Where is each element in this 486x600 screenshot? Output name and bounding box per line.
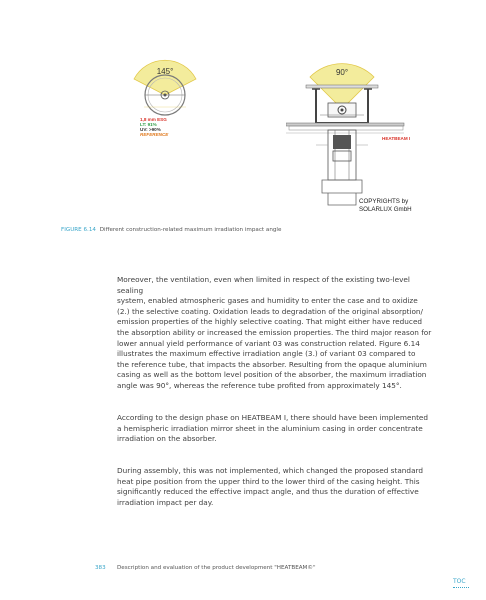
text-line: (2.) the selective coating. Oxidation leads to degradation of the original absorption/: [117, 306, 424, 316]
text-line: a hemispheric irradiation mirror sheet in the aluminium casing in order concentrate: [117, 423, 423, 433]
text-line: According to the design phase on HEATBEAM I, there should have been implemented: [117, 413, 429, 422]
heat-pipe-core: [164, 94, 167, 97]
heatbeam-cross-section-figure: [286, 45, 462, 217]
text-line: system, enabled atmospheric gases and humidity to enter the case and to oxidize: [117, 296, 418, 306]
text-line: the absorption ability or increased the emission properties. The third major reason for: [117, 327, 432, 337]
figure-number: FIGURE 6.14: [61, 227, 96, 233]
text-line: emission properties of the highly selective coating. That might either have reduced: [117, 317, 423, 327]
reference-label: REFERENCE: [140, 132, 169, 137]
paragraph-1: [117, 275, 437, 392]
copyright-line-1: COPYRIGHTS by: [359, 198, 409, 205]
irradiation-angle-wedge: [134, 60, 196, 95]
text-line: Moreover, the ventilation, even when limited in respect of the existing two-level sealing: [117, 275, 410, 295]
text-line: casing as well as the bottom level position of the absorber, the maximum irradiation: [117, 370, 427, 380]
text-line: the reference tube, that impacts the absorber. Resulting from the opaque aluminium: [117, 359, 427, 369]
text-line: illustrates the maximum effective irradiation angle (3.) of variant 03 compared to: [117, 349, 416, 359]
lt-spec-label: LT: 91%: [140, 122, 157, 127]
heatbeam-angle-label: 90°: [335, 68, 349, 77]
paragraph-2: [117, 413, 437, 445]
uv-spec-label: UV: >90%: [140, 127, 161, 132]
text-line: irradiation impact per day.: [117, 497, 214, 507]
reference-tube-figure: [120, 45, 210, 145]
text-line: heat pipe position from the upper third to the lower third of the casing height. This: [117, 476, 420, 486]
paragraph-3: [117, 466, 437, 508]
text-line: angle was 90°, whereas the reference tube profited from approximately 145°.: [117, 380, 402, 390]
toc-link[interactable]: TOC: [453, 578, 466, 585]
figure-caption: [61, 227, 281, 233]
heatbeam-label: HEATBEAM I: [382, 136, 411, 141]
text-line: lower annual yield performance of variant 03 was construction related. Figure 6.14: [117, 338, 420, 348]
figure-caption-text: Different construction-related maximum irradiation impact angle: [99, 227, 282, 233]
running-title: Description and evaluation of the product development "HEATBEAM©": [117, 565, 316, 571]
copyright-line-2: SOLARLUX GmbH: [359, 206, 412, 213]
page-number: 383: [95, 565, 106, 571]
toc-underline: [453, 587, 469, 590]
reference-angle-label: 145°: [156, 67, 174, 76]
text-line: irradiation on the absorber.: [117, 434, 217, 444]
absorber-assembly: [320, 103, 364, 117]
text-line: During assembly, this was not implemented, which changed the proposed standard: [117, 466, 424, 475]
glass-spec-label: 1,8 mm ESG: [140, 117, 167, 122]
text-line: significantly reduced the effective impact angle, and thus the duration of effective: [117, 487, 419, 497]
